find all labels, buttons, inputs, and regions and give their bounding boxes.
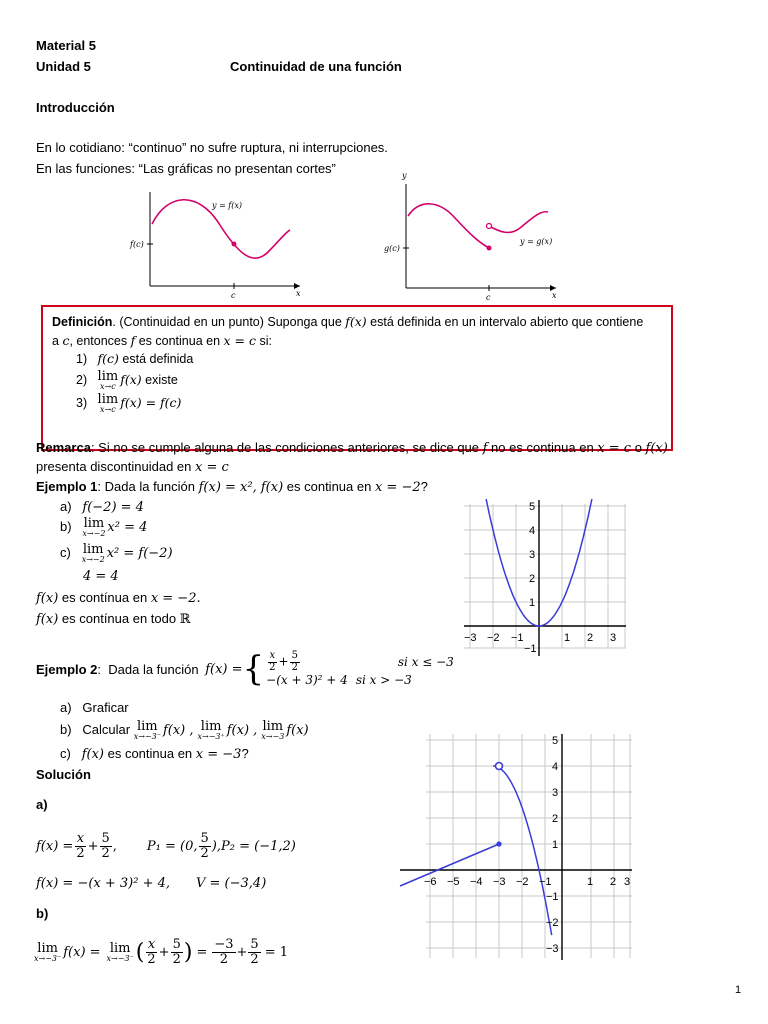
case-condition: si x > −3 [355,673,412,687]
curve-label-g: y = g(x) [520,237,553,246]
x-tick-c: c [486,293,491,302]
point-p2: ),P₂ = (−1,2) [211,838,296,854]
item-label: b) [60,721,72,737]
function-curve-g-left [408,204,489,248]
x-axis-label: x [296,289,301,298]
open-endpoint [496,763,503,770]
text: es contínua en todo [58,611,180,626]
case-condition: si x ≤ −3 [397,655,454,669]
math-func: f(x) = x², f(x) [198,480,284,495]
y-tick-label: 5 [529,501,536,513]
definition-line-1 [52,314,643,329]
definition-text: . (Continuidad en un punto) Suponga que [112,315,346,329]
example1-item-a [60,499,144,515]
fraction: $\frac{x}{2}$ [76,831,85,861]
text: es continua en [103,746,196,761]
x-tick-label: −2 [516,876,529,888]
definition-text: si: [256,334,272,348]
curve-label-f: y = f(x) [212,201,243,210]
limit-operator: lim x→c [97,369,119,391]
material-label: Material 5 [36,38,96,53]
point-p1: P₁ = (0, [146,838,198,854]
item-math: f(c) [97,351,119,366]
example2-item-c [60,746,249,762]
math-fx: f(x) = [205,661,243,677]
item-label: a) [60,499,72,514]
x-tick-label: −4 [470,876,483,888]
definition-item-2 [76,370,178,391]
item-text: está definida [118,352,194,366]
math-fx: f(x) [81,747,104,762]
comma: , [112,838,117,854]
item-number: 1) [76,352,88,366]
item-label: a) [60,700,72,715]
math-xc: x = c [195,460,229,475]
continuous-function-figure [128,182,308,302]
remark-head: Remarca [36,440,91,455]
piecewise-brace: { [242,649,265,689]
plus: + [158,944,170,960]
case-row-2 [264,673,456,687]
intro-line-2: En las funciones: “Las gráficas no presentan cortes” [36,161,336,176]
x-tick-labels [464,632,616,644]
plus: + [236,944,248,960]
part-b-label: b) [36,906,49,921]
y-tick-label: 4 [552,761,559,773]
x-tick-c: c [231,291,236,300]
example2-item-a [60,700,129,715]
grid [426,734,632,958]
math-fx: f(x) [345,314,367,329]
remark-text: no es continua en [487,440,598,455]
item-number: 2) [76,372,88,387]
page-number: 1 [735,984,742,996]
y-label-fc: f(c) [130,240,144,249]
piecewise-cases [264,651,456,687]
definition-text: está definida en un intervalo abierto que contiene [366,315,644,329]
example1-intro [36,479,428,495]
vertex: V = (−3,4) [196,876,267,891]
x-tick-label: 2 [610,876,617,888]
definition-text: , entonces [69,334,131,348]
y-tick-label: −3 [546,943,559,955]
y-tick-label: 1 [552,839,559,851]
text: : Dada la función [97,479,199,494]
math-point: x = −2 [374,480,421,495]
x-tick-labels [424,876,630,888]
text: ? [420,479,428,494]
item-number: 3) [76,395,88,410]
item-label: b) [60,518,72,534]
text: ? [241,746,249,761]
limit-operator: lim x→−3⁻ [106,940,134,963]
x-tick-label: 1 [564,632,571,644]
fraction: $\frac{x}{2}$ [147,937,156,967]
limit-function: f(x) [286,722,309,738]
limit-function: f(x) , [162,722,194,738]
y-label-gc: g(c) [384,244,400,253]
math-fx: f(x) [36,591,59,606]
limit-operator: lim x→−2 [81,542,105,564]
x-axis-label: x [552,291,557,300]
x-tick-label: −6 [424,876,437,888]
parabola-graph [460,496,630,658]
definition-line-2 [52,333,272,348]
x-tick-label: 3 [610,632,617,644]
x-tick-label: −5 [447,876,460,888]
real-numbers-symbol: ℝ [179,612,191,627]
item-label: c) [60,746,71,761]
item-math: f(x) [120,371,142,387]
math-f: f [482,441,488,456]
example1-equality: 4 = 4 [83,569,119,584]
example1-item-c [60,543,173,564]
x-tick-label: −2 [487,632,500,644]
example1-item-b [60,517,147,538]
y-tick-label: −2 [546,917,559,929]
y-tick-label: 1 [529,597,536,609]
example2-item-b [60,720,309,741]
example1-conclusion-2 [36,611,191,627]
point-on-curve [232,242,237,247]
result: = 1 [264,944,288,960]
eq-lhs: f(x) = [63,944,101,960]
x-tick-label: −1 [511,632,524,644]
x-tick-label: −3 [464,632,477,644]
example1-head: Ejemplo 1 [36,479,98,494]
fraction: $\frac{-3}{2}$ [214,937,234,967]
definition-text: es continua en [135,334,224,348]
unit-label: Unidad 5 [36,59,91,74]
x-tick-label: 2 [587,632,594,644]
x-tick-label: 1 [587,876,594,888]
solution-heading: Solución [36,767,91,782]
case-row-1 [264,651,456,673]
piecewise-graph [396,730,636,962]
intro-line-1: En lo cotidiano: “continuo” no sufre ruptura, ni interrupciones. [36,140,388,155]
math-point: x = −2. [150,591,201,606]
case-expression: −(x + 3)² + 4 [266,673,348,687]
remark-line-2 [36,459,229,475]
fraction: $\frac{5}{2}$ [172,937,181,967]
y-axis-label: y [402,171,407,180]
math-f: f [130,333,136,348]
case-expression: $\frac{x}{2}$ + $\frac{5}{2}$ [269,650,298,673]
y-tick-label: 3 [552,787,559,799]
math-c: c [62,333,70,348]
remark-text: o [631,440,646,455]
item-math: x² = f(−2) [106,545,173,561]
y-tick-label: 4 [529,525,536,537]
math-point: x = −3 [195,747,242,762]
definition-item-3 [76,393,181,414]
limit-operator: lim x→c [97,392,119,414]
intro-heading: Introducción [36,100,115,115]
item-text: Graficar [82,700,129,715]
y-tick-label: 3 [529,549,536,561]
x-tick-label: −3 [493,876,506,888]
limit-function: f(x) , [226,722,258,738]
math-xc: x = c [597,441,632,456]
discontinuous-function-figure [380,166,565,302]
y-tick-labels [546,735,559,955]
fraction: $\frac{5}{2}$ [101,831,110,861]
example1-conclusion-1 [36,590,201,606]
math-fx: f(x) [645,441,668,456]
paren-open: ( [135,939,145,965]
filled-endpoint [496,841,501,846]
eq-lhs: f(x) = [36,838,74,854]
text: : Dada la función [97,661,203,677]
definition-text: a [52,334,63,348]
x-tick-label: 3 [624,876,631,888]
paren-close: ) [183,939,193,965]
definition-item-1 [76,351,193,366]
text: es continua en [283,479,375,494]
math-xc: x = c [223,333,256,348]
function-curve-g-right [489,212,548,233]
y-tick-label: 2 [552,813,559,825]
y-tick-label: −1 [546,891,559,903]
item-math: x² = 4 [107,519,148,535]
equation-3 [34,938,288,966]
equation-2 [36,876,266,891]
text: es contínua en [58,590,151,605]
remark-line-1 [36,440,668,456]
open-point [487,224,492,229]
equation-1 [36,832,296,860]
example2-intro [36,651,456,687]
y-tick-label: 5 [552,735,559,747]
item-label: c) [60,544,71,560]
remark-text: : Si no se cumple alguna de las condiciones anteriores, se dice que [90,440,483,455]
eq-parabola: f(x) = −(x + 3)² + 4, [36,876,171,891]
limit-operator: lim x→−3⁻ [34,940,62,963]
part-a-label: a) [36,797,48,812]
equals: = [196,944,208,960]
filled-point [487,246,492,251]
page-title: Continuidad de una función [230,59,402,74]
limit-operator: lim x→−3⁻ [133,719,161,741]
limit-operator: lim x→−3 [261,719,285,741]
limit-operator: lim x→−3⁺ [197,719,225,741]
x-tick-label: −1 [539,876,552,888]
item-math: f(−2) = 4 [82,500,144,515]
plus: + [87,838,99,854]
y-tick-label: −1 [524,643,537,655]
fraction: $\frac{5}{2}$ [250,937,259,967]
y-tick-label: 2 [529,573,536,585]
item-math: f(x) = f(c) [120,394,182,410]
remark-text: presenta discontinuidad en [36,459,196,474]
example2-head: Ejemplo 2 [36,661,98,677]
definition-head: Definición [52,315,113,329]
fraction: $\frac{5}{2}$ [200,831,209,861]
limit-operator: lim x→−2 [82,516,106,538]
item-text: existe [141,372,178,387]
math-fx: f(x) [36,612,59,627]
item-text: Calcular [82,721,134,737]
